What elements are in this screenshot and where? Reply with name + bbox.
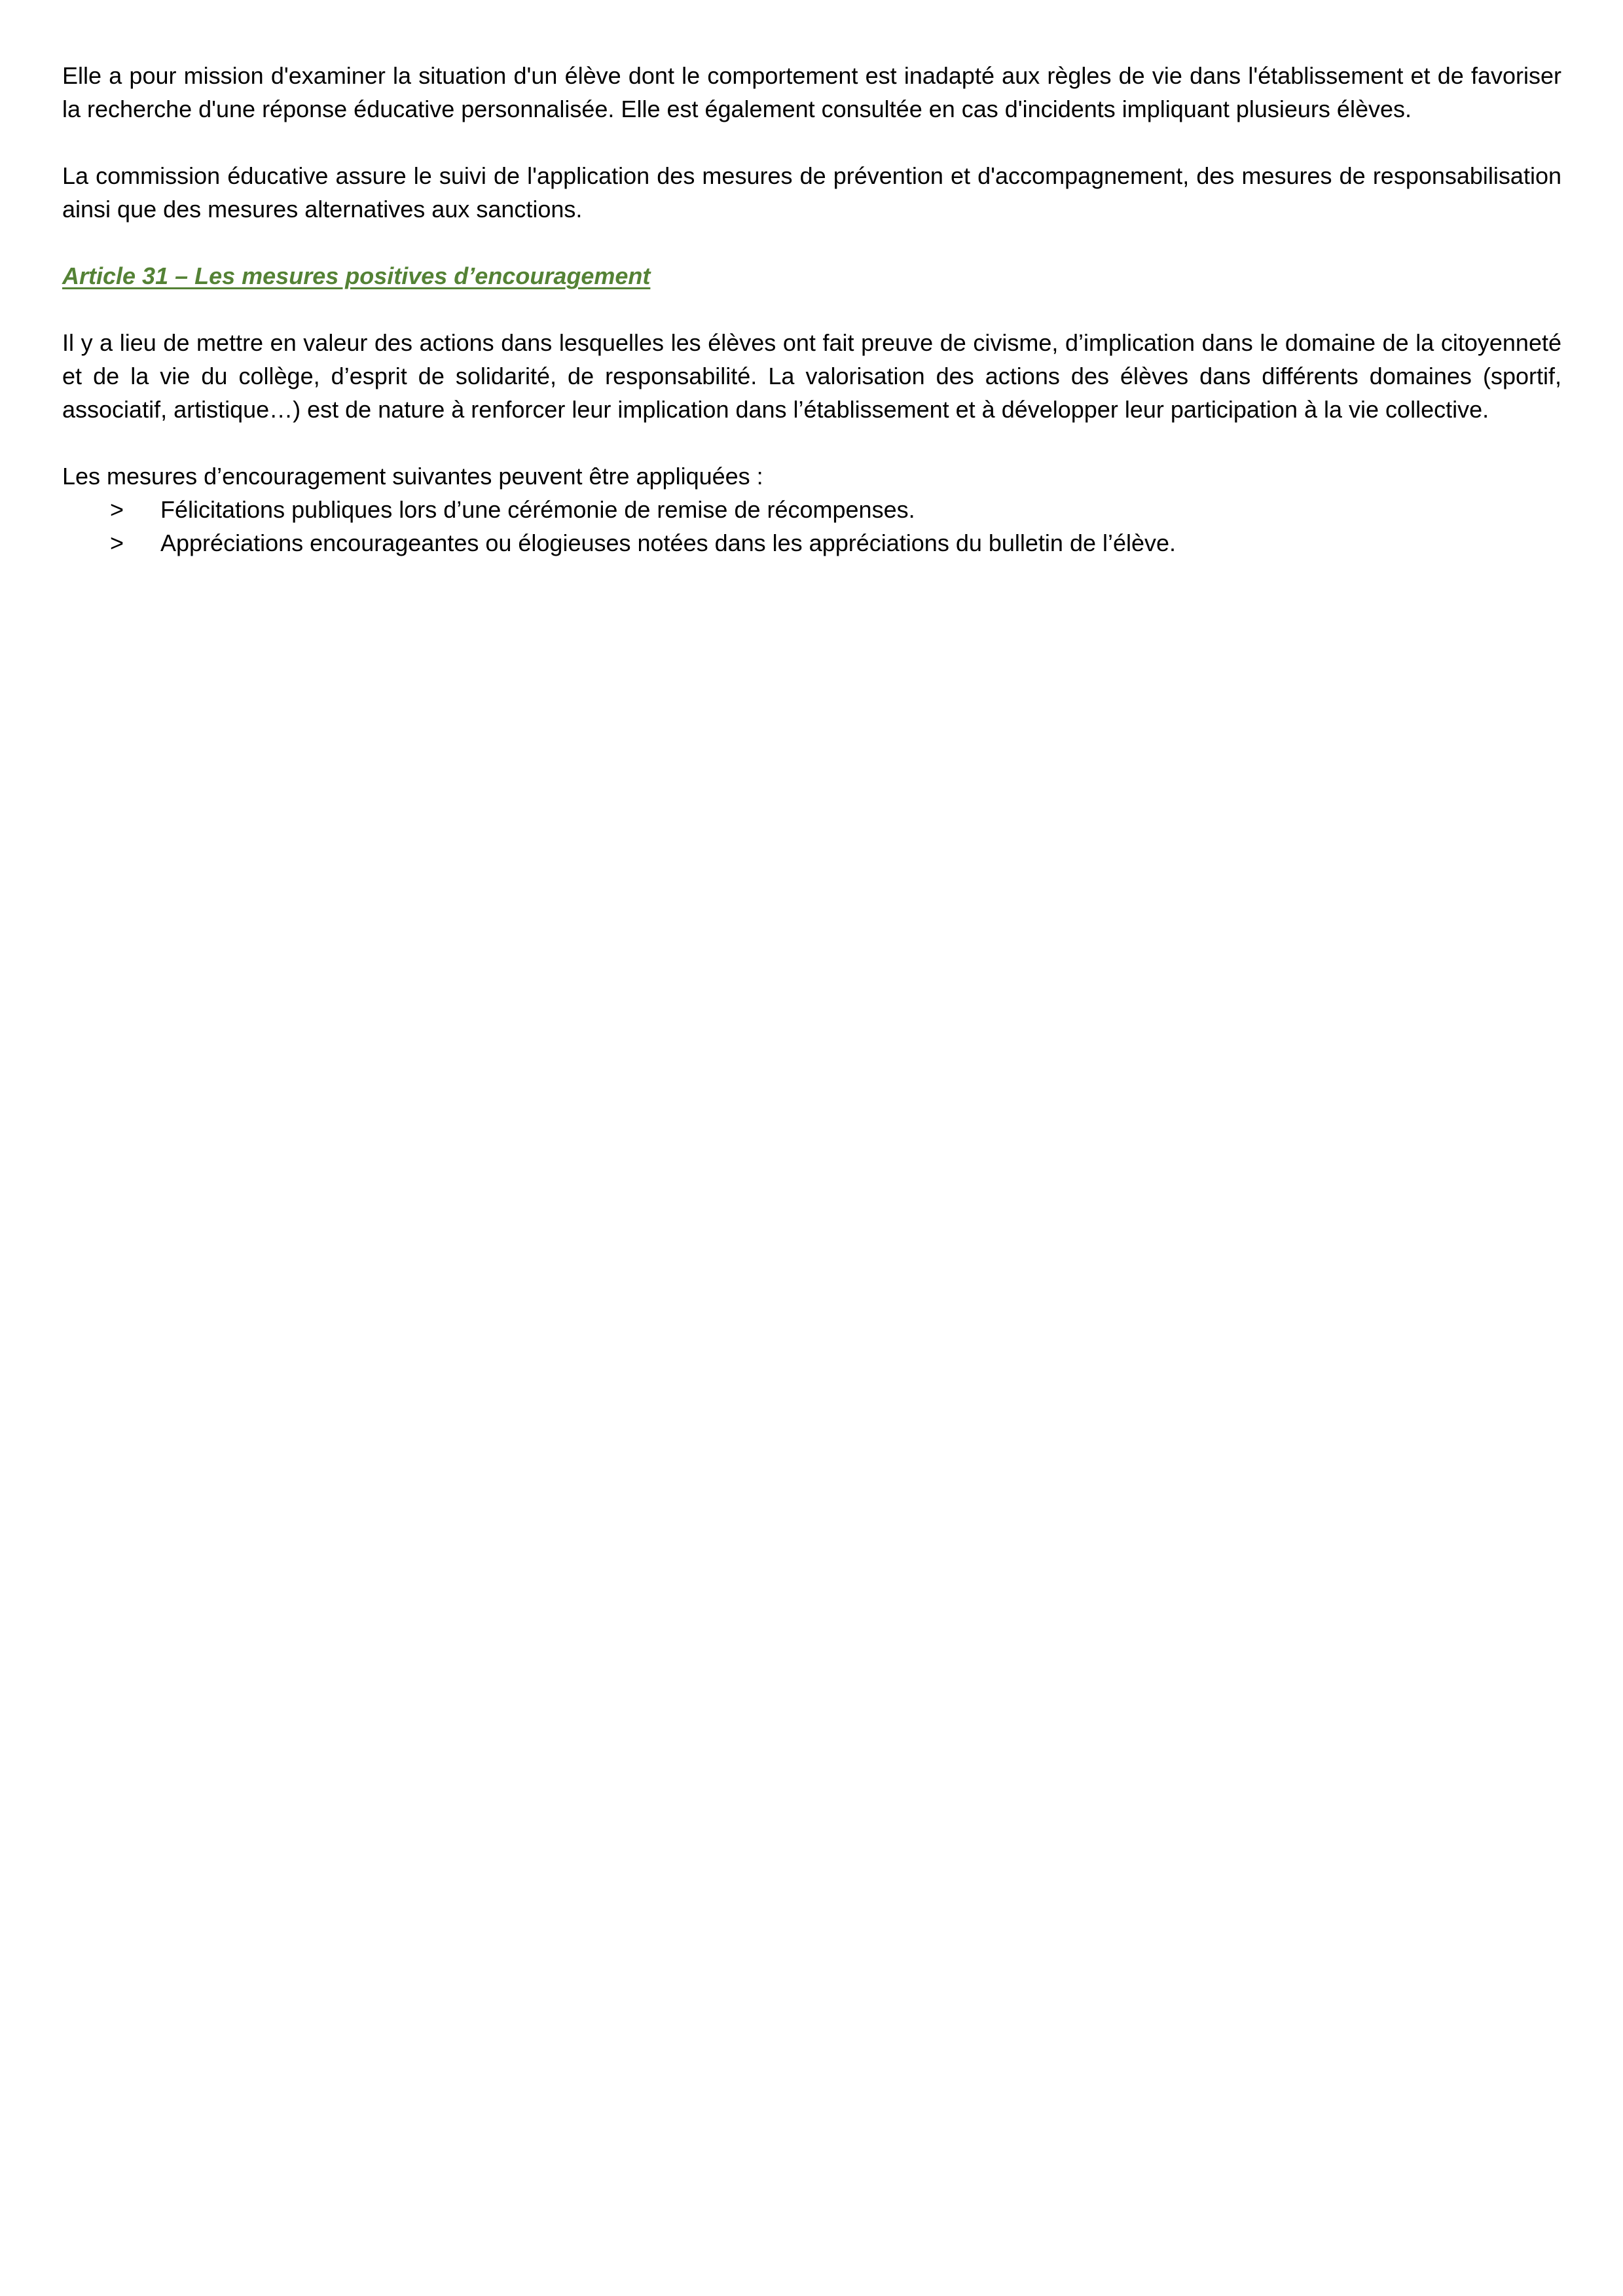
encouragement-list xyxy=(62,493,1561,560)
article-31-heading: Article 31 – Les mesures positives d’encouragement xyxy=(62,262,651,289)
bullet-arrow-icon: > xyxy=(110,496,124,523)
list-item-text: Félicitations publiques lors d’une cérémonie de remise de récompenses. xyxy=(160,496,915,523)
encouragement-list-intro: Les mesures d’encouragement suivantes peuvent être appliquées : xyxy=(62,463,763,490)
list-item xyxy=(62,493,1561,526)
commission-follow-up-paragraph: La commission éducative assure le suivi de l'application des mesures de prévention et d'accompagnement, des mesures de responsabilisation ainsi que des mesures alternatives aux sanctions. xyxy=(62,162,1561,223)
bullet-arrow-icon: > xyxy=(110,529,124,556)
list-item xyxy=(62,526,1561,560)
list-item-text: Appréciations encourageantes ou élogieuses notées dans les appréciations du bulletin de l’élève. xyxy=(160,529,1176,556)
article-31-paragraph: Il y a lieu de mettre en valeur des actions dans lesquelles les élèves ont fait preuve de civisme, d’implication dans le domaine de la citoyenneté et de la vie du collège, d’esprit de solidarité, de responsabilité. La valorisation des actions des élèves dans différents domaines (sportif, associatif, artistique…) est de nature à renforcer leur implication dans l’établissement et à développer leur participation à la vie collective. xyxy=(62,329,1561,423)
commission-mission-paragraph: Elle a pour mission d'examiner la situation d'un élève dont le comportement est inadapté aux règles de vie dans l'établissement et de favoriser la recherche d'une réponse éducative personnalisée. Elle est également consultée en cas d'incidents impliquant plusieurs élèves. xyxy=(62,62,1561,122)
document-page xyxy=(62,59,1561,560)
